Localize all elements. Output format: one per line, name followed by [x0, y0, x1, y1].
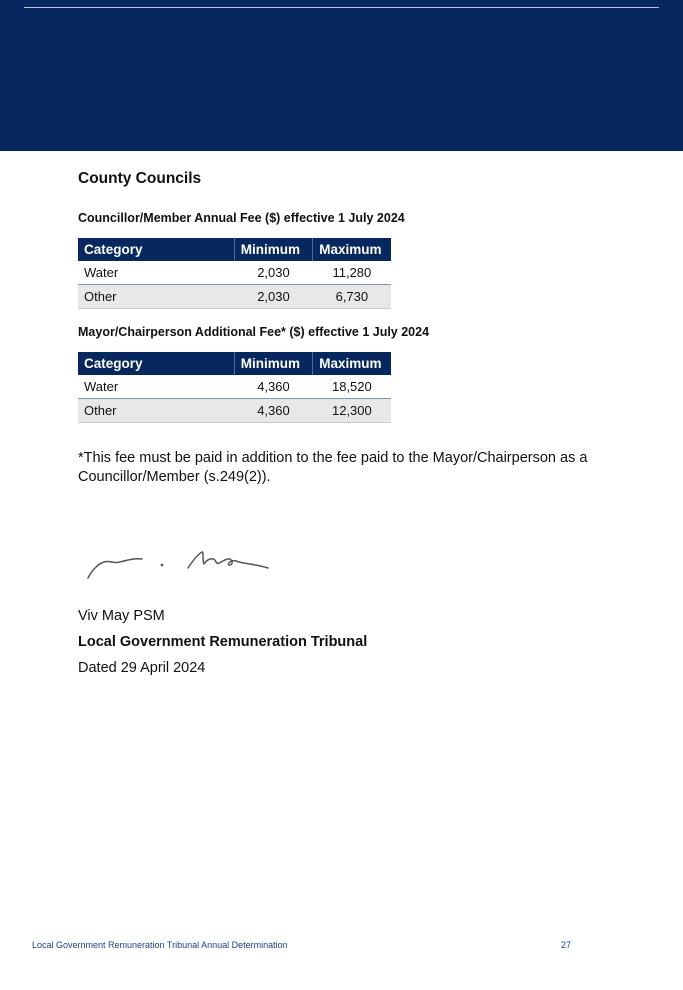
signatory-name: Viv May PSM	[78, 608, 165, 624]
cell-maximum: 12,300	[313, 399, 391, 423]
cell-category: Water	[78, 261, 234, 285]
footer-title: Local Government Remuneration Tribunal Annual Determination	[32, 940, 288, 950]
cell-maximum: 11,280	[313, 261, 391, 285]
councillor-fee-caption: Councillor/Member Annual Fee ($) effective 1 July 2024	[78, 211, 405, 225]
cell-maximum: 18,520	[313, 375, 391, 399]
cell-minimum: 4,360	[234, 399, 313, 423]
signature-image	[80, 540, 275, 585]
cell-minimum: 4,360	[234, 375, 313, 399]
header-minimum: Minimum	[234, 238, 313, 261]
table-row	[78, 261, 391, 285]
cell-minimum: 2,030	[234, 285, 313, 309]
footnote: *This fee must be paid in addition to the fee paid to the Mayor/Chairperson as a Councillor/Member (s.249(2)).	[78, 450, 588, 485]
councillor-fee-table	[78, 238, 391, 309]
mayor-fee-table	[78, 352, 391, 423]
header-banner	[0, 0, 683, 151]
mayor-fee-caption: Mayor/Chairperson Additional Fee* ($) effective 1 July 2024	[78, 325, 430, 339]
banner-divider	[24, 7, 659, 8]
header-category: Category	[78, 238, 234, 261]
table-row	[78, 399, 391, 423]
cell-minimum: 2,030	[234, 261, 313, 285]
signature-date: Dated 29 April 2024	[78, 660, 206, 676]
cell-category: Water	[78, 375, 234, 399]
page-number: 27	[561, 940, 572, 950]
cell-maximum: 6,730	[313, 285, 391, 309]
header-category: Category	[78, 352, 234, 375]
table-row	[78, 285, 391, 309]
header-minimum: Minimum	[234, 352, 313, 375]
cell-category: Other	[78, 285, 234, 309]
header-maximum: Maximum	[313, 352, 391, 375]
table-header-row	[78, 352, 391, 375]
table-row	[78, 375, 391, 399]
signatory-organisation: Local Government Remuneration Tribunal	[78, 634, 368, 650]
section-title: County Councils	[78, 170, 202, 187]
table-header-row	[78, 238, 391, 261]
cell-category: Other	[78, 399, 234, 423]
header-maximum: Maximum	[313, 238, 391, 261]
